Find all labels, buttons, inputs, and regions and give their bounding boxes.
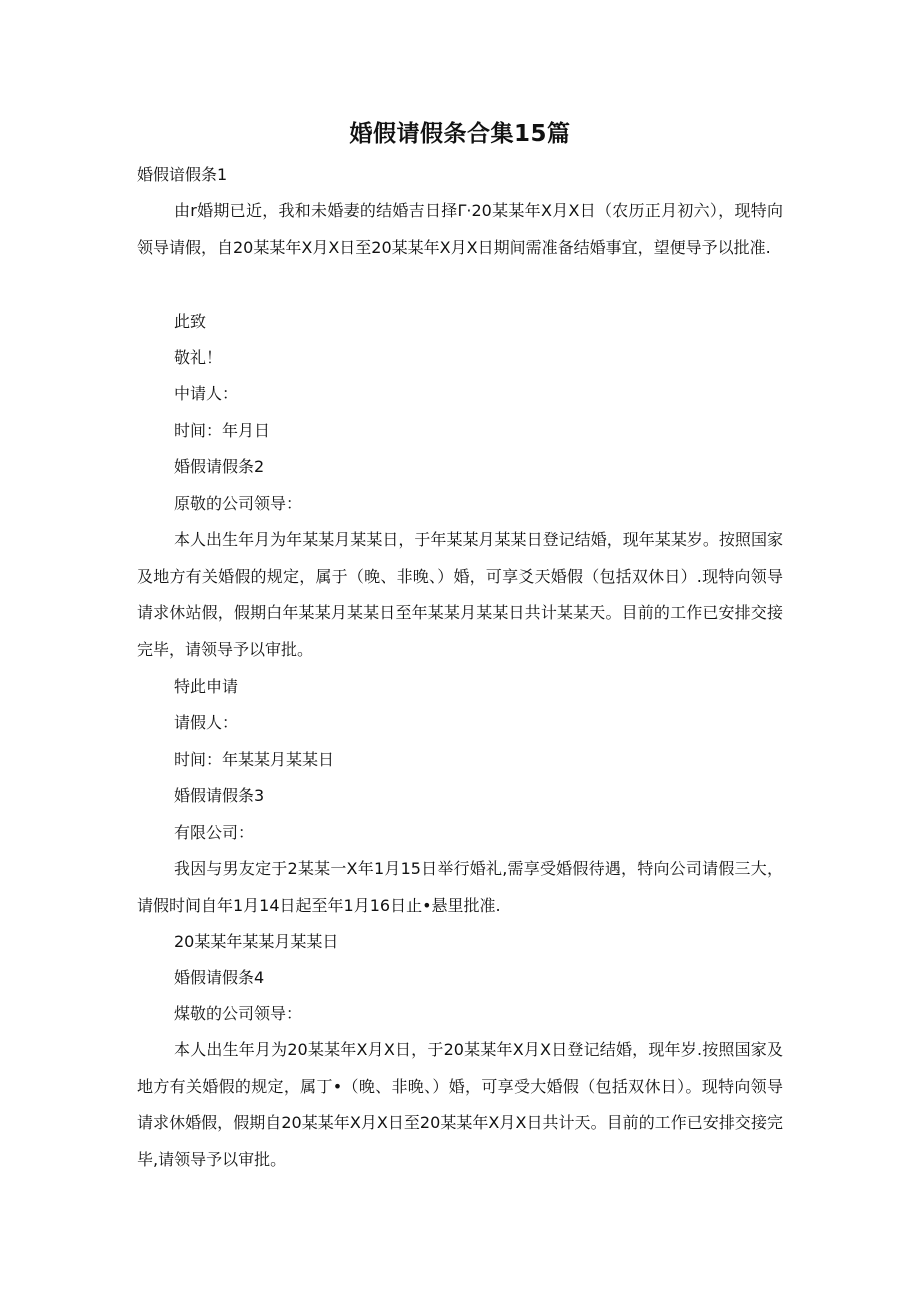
section-2-signer: 请假人：: [174, 713, 239, 732]
section-2-greeting: 原敬的公司领导：: [174, 494, 303, 513]
section-4-greeting: 煤敬的公司领导：: [174, 1004, 303, 1023]
document-title: 婚假请假条合集15篇: [349, 121, 571, 147]
section-3-greeting: 有限公司：: [174, 823, 255, 842]
section-1-closing-1: 此致: [174, 312, 207, 331]
section-4-body: 本人出生年月为20某某年X月X日，于20某某年X月X日登记结婚，现年岁.按照国家及地方有关婚假的规定，属丁•（晚、非晚、）婚，可享受大婚假（包括双休日）。现特向领导请求休婚假，假期自20某某年X月X日至20某某年X月X日共计天。目前的工作已安排交接完毕,请领导予以审批。: [137, 1040, 783, 1169]
section-3-date: 20某某年某某月某某日: [174, 932, 339, 951]
section-1-date: 时间：年月日: [174, 421, 271, 440]
section-3-heading: 婚假请假条3: [174, 786, 265, 805]
section-3-body: 我因与男友定于2某某一X年1月15日举行婚礼,需享受婚假待遇，特向公司请假三大，请假时间自年1月14日起至年1月16日止•悬里批准.: [137, 859, 783, 915]
section-2-heading: 婚假请假条2: [174, 457, 265, 476]
section-2-body: 本人出生年月为年某某月某某日，于年某某月某某日登记结婚，现年某某岁。按照国家及地方有关婚假的规定，属于（晚、非晚、）婚，可享爻天婚假（包括双休日）.现特向领导请求休站假，假期白年某某月某某日至年某某月某某日共计某某天。目前的工作已安排交接完毕，请领导予以审批。: [137, 530, 783, 659]
section-2-date: 时间：年某某月某某日: [174, 750, 335, 769]
section-1-heading: 婚假谙假条1: [137, 165, 228, 184]
section-1-signer: 中请人：: [174, 384, 239, 403]
section-1-body: 由r婚期已近，我和未婚妻的结婚吉日择Γ·20某某年X月X日（农历正月初六），现特向领导请假，自20某某年X月X日至20某某年X月X日期间需准备结婚事宜，望便导予以批准.: [137, 201, 783, 257]
section-4-heading: 婚假请假条4: [174, 968, 265, 987]
section-2-closing: 特此申请: [174, 677, 239, 696]
section-1-closing-2: 敬礼！: [174, 348, 223, 367]
